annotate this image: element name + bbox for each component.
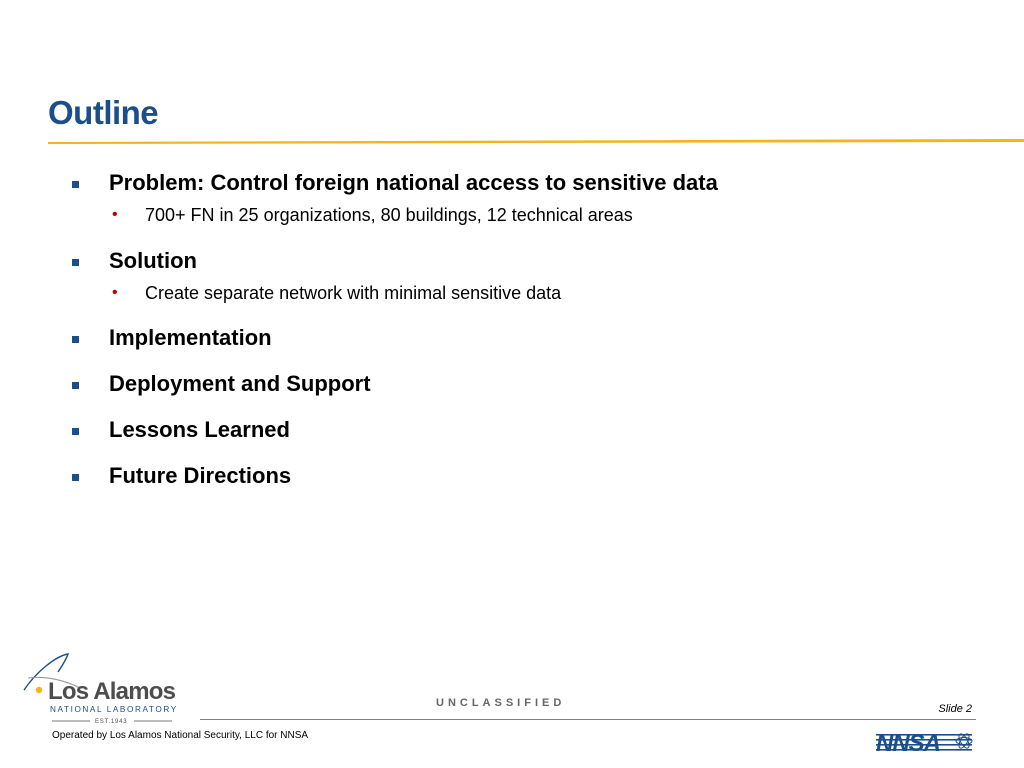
los-alamos-logo: [22, 650, 187, 728]
slide-number: Slide 2: [938, 703, 972, 715]
outline-item-future: [72, 461, 972, 491]
square-bullet-icon: [72, 428, 79, 435]
title-underline: [48, 138, 1024, 144]
outline-item-lessons: [72, 415, 972, 445]
outline-item-text: Future Directions: [109, 463, 292, 488]
outline-item-solution: [72, 246, 972, 276]
outline-subitem: [72, 202, 972, 228]
dot-bullet-icon: •: [112, 206, 118, 223]
lanl-est: EST.1943: [95, 719, 128, 725]
outline-subitem-text: Create separate network with minimal sensitive data: [145, 283, 562, 303]
square-bullet-icon: [72, 181, 79, 188]
lanl-wordmark: Los Alamos: [48, 678, 176, 705]
lanl-subtitle: NATIONAL LABORATORY: [50, 705, 178, 714]
outline-item-problem: [72, 168, 972, 198]
footer-divider: [200, 719, 976, 720]
dot-bullet-icon: •: [112, 284, 118, 301]
square-bullet-icon: [72, 336, 79, 343]
outline-item-deployment: [72, 369, 972, 399]
outline-subitem: [72, 280, 972, 306]
square-bullet-icon: [72, 474, 79, 481]
square-bullet-icon: [72, 382, 79, 389]
classification-label: UNCLASSIFIED: [436, 697, 566, 709]
nnsa-wordmark: NNSA: [876, 730, 941, 756]
nnsa-logo: [872, 726, 980, 756]
outline-item-implementation: [72, 323, 972, 353]
outline-subitem-text: 700+ FN in 25 organizations, 80 buildings, 12 technical areas: [145, 205, 633, 225]
outline-item-text: Deployment and Support: [109, 371, 371, 396]
outline-item-text: Solution: [109, 248, 197, 273]
operated-by-text: Operated by Los Alamos National Security, LLC for NNSA: [52, 730, 309, 741]
outline-list: [72, 168, 972, 491]
outline-item-text: Problem: Control foreign national access to sensitive data: [109, 170, 718, 195]
slide-title: Outline: [48, 94, 159, 131]
outline-item-text: Lessons Learned: [109, 417, 290, 442]
outline-item-text: Implementation: [109, 325, 272, 350]
square-bullet-icon: [72, 259, 79, 266]
